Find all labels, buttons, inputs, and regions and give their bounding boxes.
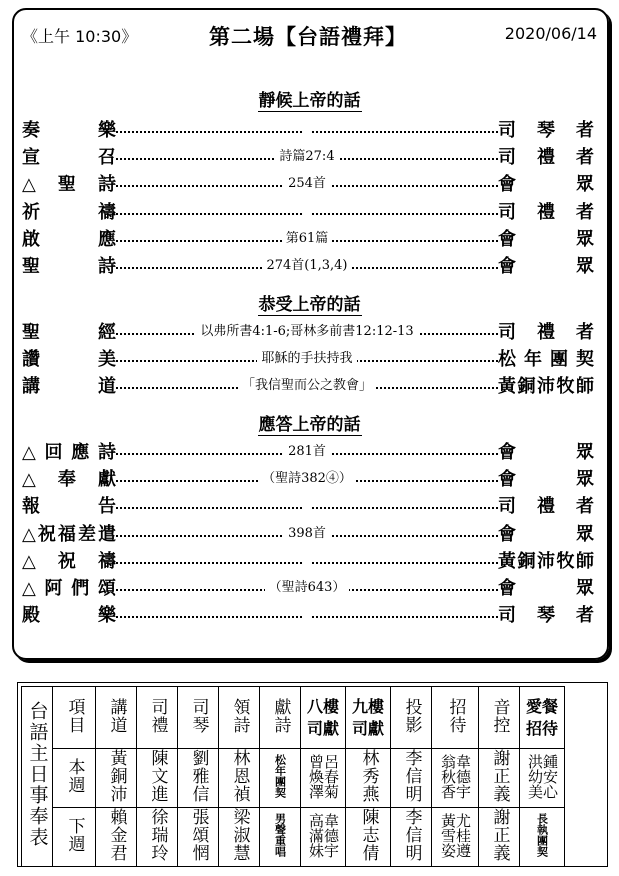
item-name: △回應詩 — [22, 442, 116, 463]
item-role: 會眾 — [498, 256, 594, 277]
item-detail: 第61篇 — [116, 227, 498, 246]
roster-this-week-row — [22, 749, 565, 808]
item-detail: 以弗所書4:1-6;哥林多前書12:12-13 — [116, 320, 498, 339]
service-date: 2020/06/14 — [504, 24, 597, 43]
item-detail: 254首 — [116, 172, 498, 191]
item-detail: 281首 — [116, 440, 498, 459]
item-name: △奉獻 — [22, 469, 116, 491]
item-detail: 274首(1,3,4) — [116, 254, 498, 273]
item-name: 聖經 — [22, 322, 116, 343]
section-title: 應答上帝的話 — [258, 415, 361, 435]
section-title: 恭受上帝的話 — [258, 295, 361, 315]
program-row — [22, 198, 594, 224]
item-detail — [116, 118, 498, 133]
program-row — [22, 225, 594, 251]
roster-this-week-cell: 林秀燕 — [346, 749, 391, 808]
item-name: 殿樂 — [22, 605, 116, 627]
program-row — [22, 520, 594, 546]
roster-next-week-cell: 長執團契 — [520, 808, 565, 867]
roster-next-week-cell: 徐瑞玲 — [137, 808, 178, 867]
item-name: 祈禱 — [22, 201, 116, 223]
item-role: 司禮者 — [498, 496, 594, 518]
item-role: 司禮者 — [498, 201, 594, 223]
roster-column-header: 講道 — [96, 687, 137, 749]
roster-column-header: 司琴 — [178, 687, 219, 749]
item-detail — [116, 549, 498, 564]
program-row — [22, 252, 594, 278]
item-name: 講道 — [22, 376, 116, 398]
item-name: 報告 — [22, 496, 116, 518]
program-row — [22, 465, 594, 491]
item-detail: 398首 — [116, 522, 498, 541]
program-row — [22, 438, 594, 464]
item-role: 會眾 — [498, 174, 594, 196]
item-role: 會眾 — [498, 578, 594, 599]
item-role: 司禮者 — [498, 147, 594, 169]
item-role: 司琴者 — [498, 120, 594, 141]
item-name: 啟應 — [22, 228, 116, 250]
roster-this-week-cell: 松年團契 — [260, 749, 301, 808]
roster-this-week-cell: 謝正義 — [479, 749, 520, 808]
roster-column-header: 領詩 — [219, 687, 260, 749]
item-name: △祝禱 — [22, 550, 116, 572]
item-role: 司禮者 — [498, 322, 594, 343]
item-detail: 詩篇27:4 — [116, 145, 498, 164]
program-row — [22, 116, 594, 142]
service-roster-table — [21, 686, 565, 867]
roster-next-week-row — [22, 808, 565, 867]
item-role: 松年團契 — [498, 349, 594, 371]
roster-this-week-cell: 劉雅信 — [178, 749, 219, 808]
service-title: 第二場【台語禮拜】 — [209, 25, 407, 49]
roster-item-label: 項目 — [53, 687, 96, 749]
program-row — [22, 170, 594, 196]
item-detail: （聖詩643） — [116, 576, 498, 595]
item-detail: 耶穌的手扶持我 — [116, 347, 498, 366]
roster-this-week-cell: 韋德宇 翁秋香 — [432, 749, 479, 808]
roster-next-week-cell: 尤桂遵 黃雪姿 — [432, 808, 479, 867]
roster-column-header: 愛餐 招待 — [520, 687, 565, 749]
item-name: △阿們頌 — [22, 578, 116, 599]
roster-next-week-cell: 謝正義 — [479, 808, 520, 867]
item-role: 會眾 — [498, 523, 594, 545]
item-name: 聖詩 — [22, 256, 116, 277]
item-role: 司琴者 — [498, 605, 594, 627]
item-detail: 「我信聖而公之教會」 — [116, 374, 498, 393]
roster-column-header: 九樓 司獻 — [346, 687, 391, 749]
program-row — [22, 574, 594, 600]
roster-side-title: 台語主日事奉表 — [22, 687, 53, 867]
roster-next-week-cell: 張頌惘 — [178, 808, 219, 867]
roster-column-header: 八樓 司獻 — [301, 687, 346, 749]
item-role: 會眾 — [498, 469, 594, 491]
roster-this-week-cell: 李信明 — [391, 749, 432, 808]
roster-this-week-cell: 鍾安心 洪幼美 — [520, 749, 565, 808]
program-row — [22, 492, 594, 518]
item-role: 黃銅沛牧師 — [498, 550, 594, 572]
item-role: 會眾 — [498, 228, 594, 250]
roster-next-week-cell: 韋德宇 高滿妹 — [301, 808, 346, 867]
roster-this-week-cell: 黃銅沛 — [96, 749, 137, 808]
service-time: 《上午 10:30》 — [22, 27, 138, 46]
item-role: 會眾 — [498, 442, 594, 463]
roster-this-week-label: 本週 — [53, 749, 96, 808]
item-name: 奏樂 — [22, 120, 116, 141]
program-row — [22, 601, 594, 627]
roster-this-week-cell: 林恩禎 — [219, 749, 260, 808]
roster-column-header: 獻詩 — [260, 687, 301, 749]
item-detail — [116, 603, 498, 618]
program-row — [22, 345, 594, 371]
program-row — [22, 547, 594, 573]
item-detail: （聖詩382④） — [116, 467, 498, 486]
roster-next-week-label: 下週 — [53, 808, 96, 867]
roster-next-week-cell: 男聲重唱 — [260, 808, 301, 867]
roster-next-week-cell: 賴金君 — [96, 808, 137, 867]
program-row — [22, 318, 594, 344]
program-row — [22, 372, 594, 398]
roster-next-week-cell: 李信明 — [391, 808, 432, 867]
roster-this-week-cell: 陳文進 — [137, 749, 178, 808]
roster-this-week-cell: 呂春菊 曾煥澤 — [301, 749, 346, 808]
roster-column-header: 音控 — [479, 687, 520, 749]
roster-column-header: 投影 — [391, 687, 432, 749]
item-name: 讚美 — [22, 349, 116, 371]
item-name: 宣召 — [22, 147, 116, 169]
item-name: △祝福差遣 — [22, 523, 116, 545]
section-title: 靜候上帝的話 — [258, 91, 361, 111]
program-row — [22, 143, 594, 169]
roster-header-row — [22, 687, 565, 749]
item-name: △聖詩 — [22, 174, 116, 196]
roster-next-week-cell: 梁淑慧 — [219, 808, 260, 867]
item-detail — [116, 494, 498, 509]
item-role: 黃銅沛牧師 — [498, 376, 594, 398]
item-detail — [116, 200, 498, 215]
roster-column-header: 招待 — [432, 687, 479, 749]
roster-column-header: 司禮 — [137, 687, 178, 749]
roster-next-week-cell: 陳志倩 — [346, 808, 391, 867]
